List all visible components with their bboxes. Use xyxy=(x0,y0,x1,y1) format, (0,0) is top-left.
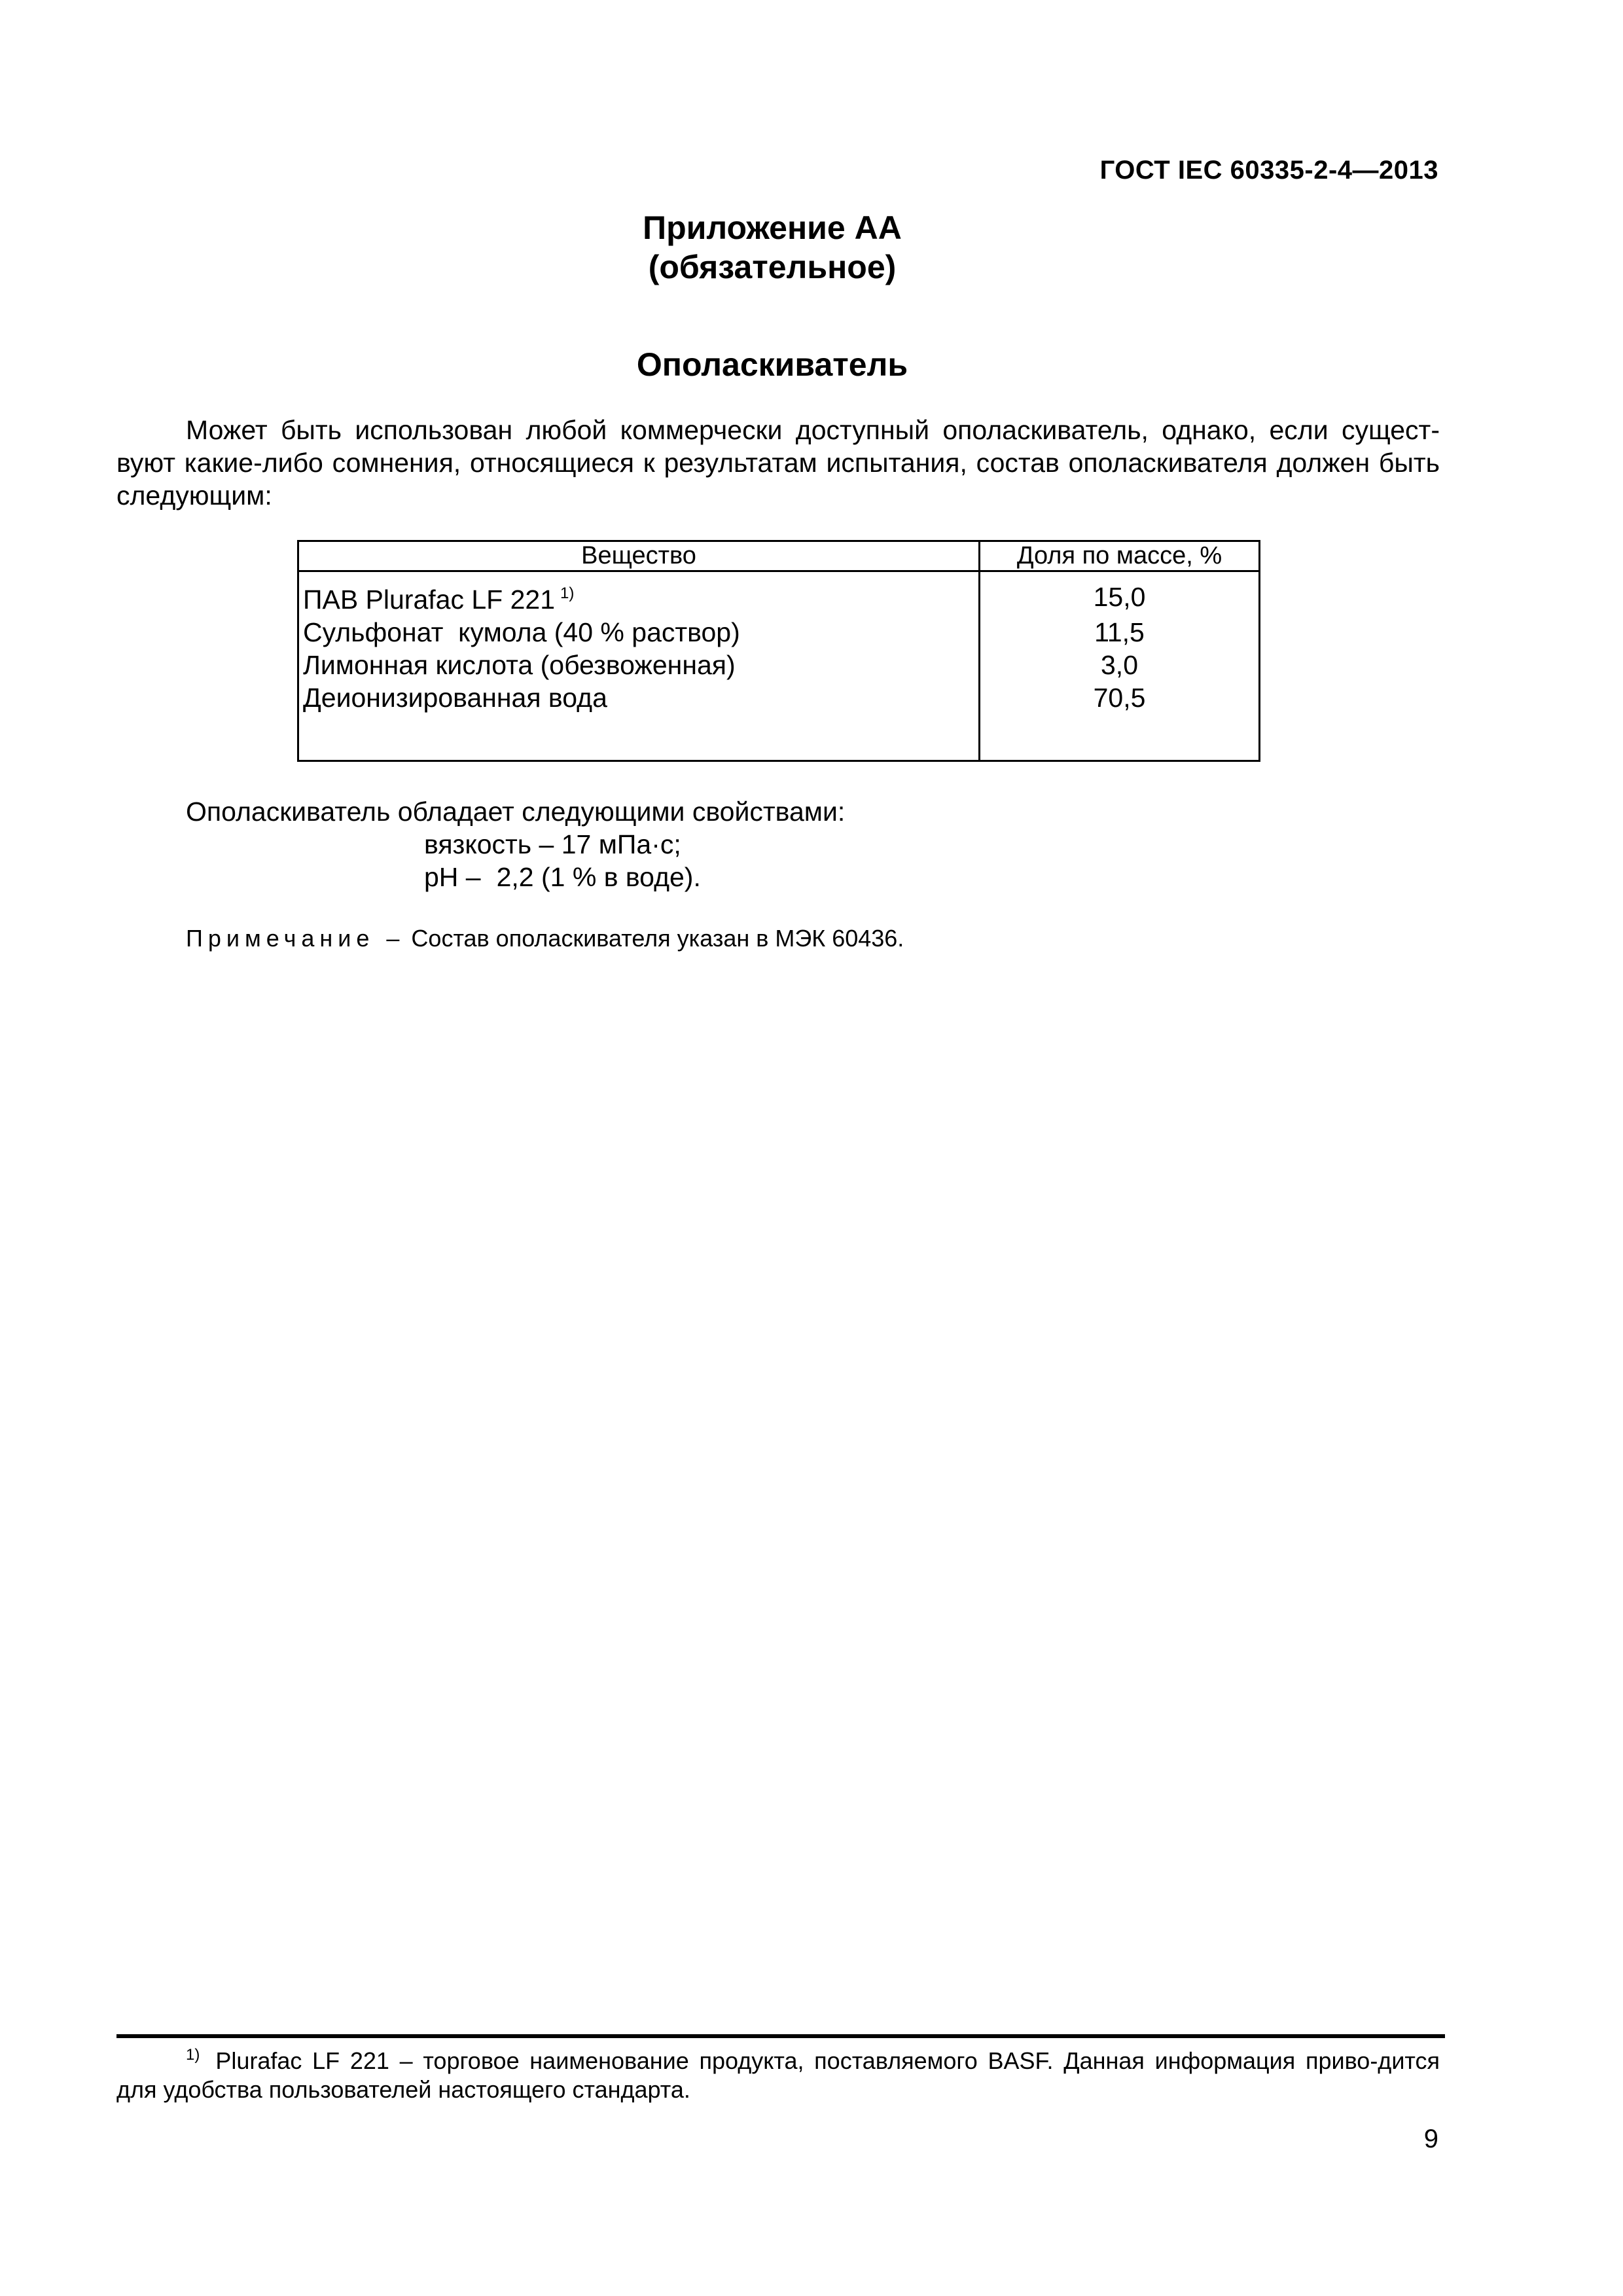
note-text: Состав ополаскивателя указан в МЭК 60436. xyxy=(411,925,904,952)
intro-paragraph: Может быть использован любой коммерчески доступный ополаскиватель, однако, если сущест-вуют какие-либо сомнения, относящиеся к результатам испытания, состав ополаскивателя должен быть следующим: xyxy=(116,415,1440,511)
composition-table xyxy=(297,540,1260,762)
properties-block xyxy=(186,795,845,893)
footnote-text: Plurafac LF 221 – торговое наименование продукта, поставляемого BASF. Данная информация приво-дится для удобства пользователей настоящего стандарта. xyxy=(116,2047,1440,2103)
footnote-ref: 1) xyxy=(560,584,575,602)
table-header-row xyxy=(298,541,1260,571)
page-number: 9 xyxy=(1423,2125,1438,2153)
share-cell: 11,5 xyxy=(980,616,1260,649)
annex-status: (обязательное) xyxy=(648,249,897,285)
section-title: Ополаскиватель xyxy=(636,346,908,383)
ph-value: 2,2 (1 % в воде). xyxy=(496,862,701,892)
table-row xyxy=(298,577,1260,616)
substance-cell: Сульфонат кумола (40 % раствор) xyxy=(298,616,980,649)
annex-title: Приложение АА xyxy=(643,209,902,246)
standard-code: ГОСТ IEC 60335-2-4—2013 xyxy=(1099,156,1438,185)
table-row xyxy=(298,616,1260,649)
viscosity-line: вязкость – 17 мПа·с; xyxy=(424,829,681,859)
substance-cell: Деионизированная вода xyxy=(298,681,980,714)
substance-cell: ПАВ Plurafac LF 221 $^{1)}$ xyxy=(298,577,980,616)
footnote xyxy=(116,2041,1440,2104)
properties-lead: Ополаскиватель обладает следующими свойствами: xyxy=(186,797,846,827)
table-spacer xyxy=(298,714,1260,761)
share-cell: 15,0 xyxy=(980,577,1260,616)
header-share: Доля по массе, % xyxy=(980,541,1260,571)
table-row xyxy=(298,649,1260,681)
table-spacer xyxy=(298,571,1260,578)
substance-cell: Лимонная кислота (обезвоженная) xyxy=(298,649,980,681)
table-row xyxy=(298,681,1260,714)
footnote-divider xyxy=(116,2034,1445,2038)
note-label: Примечание – xyxy=(186,925,405,952)
header-substance: Вещество xyxy=(298,541,980,571)
ph-line xyxy=(186,861,845,893)
share-cell: 70,5 xyxy=(980,681,1260,714)
footnote-mark: 1) xyxy=(186,2046,200,2064)
annex-heading xyxy=(0,208,1544,287)
note xyxy=(186,925,904,952)
share-cell: 3,0 xyxy=(980,649,1260,681)
ph-label: pH – xyxy=(424,862,481,892)
